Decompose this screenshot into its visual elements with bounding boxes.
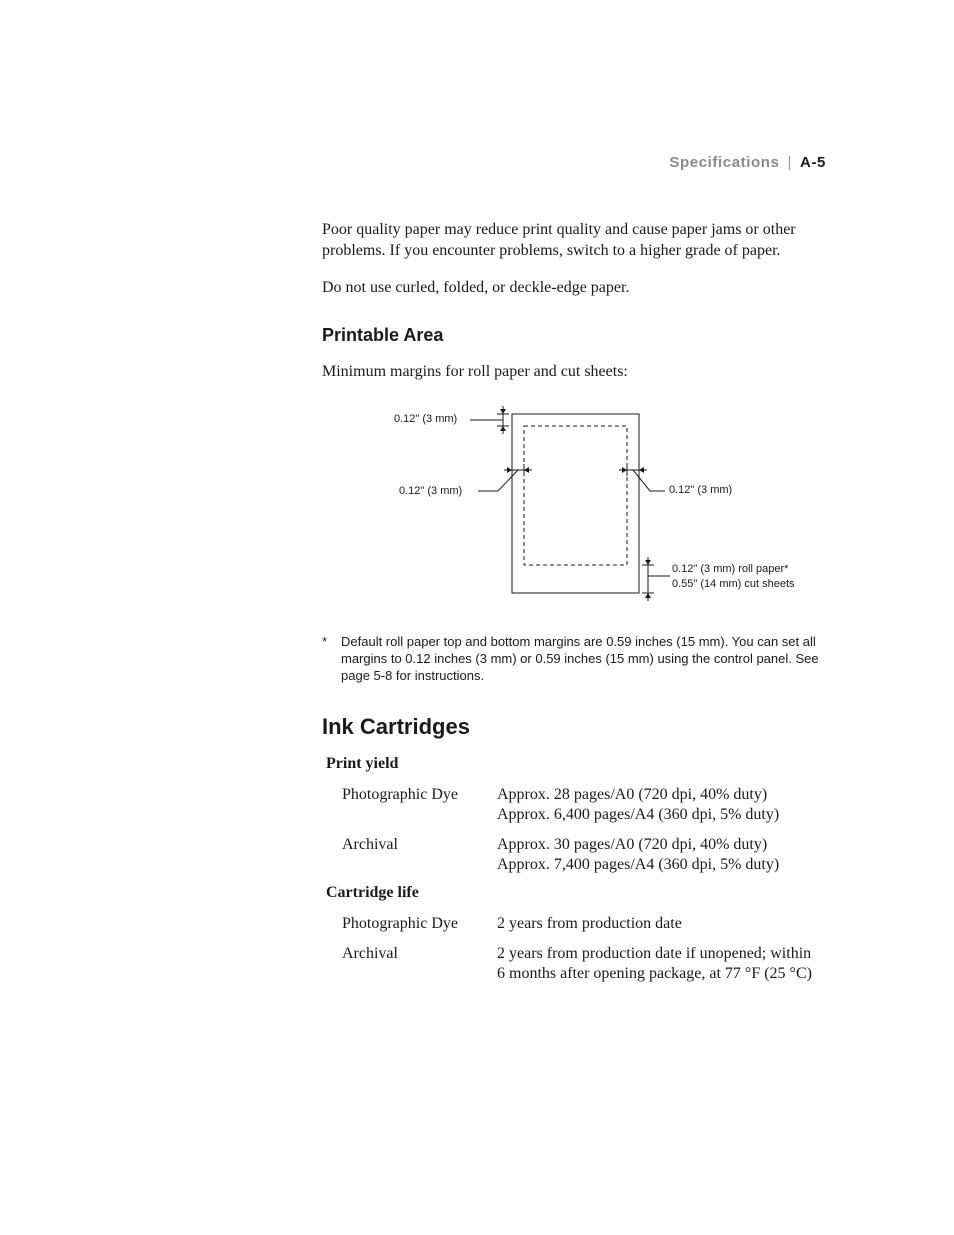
bottom-margin-label-cut: 0.55" (14 mm) cut sheets: [672, 578, 795, 590]
yield-value-line: Approx. 7,400 pages/A4 (360 dpi, 5% duty): [497, 856, 780, 873]
yield-value-line: Approx. 28 pages/A0 (720 dpi, 40% duty): [497, 786, 768, 803]
life-value-archival: [497, 944, 837, 984]
top-margin-label: 0.12" (3 mm): [394, 413, 458, 425]
running-header: [669, 154, 826, 171]
life-value-line: 6 months after opening package, at 77 °F (25 °C): [497, 965, 812, 982]
yield-value-archival: [497, 835, 837, 875]
footnote: [322, 633, 832, 684]
ink-cartridges-heading: Ink Cartridges: [322, 714, 470, 739]
header-separator: |: [787, 154, 793, 171]
printable-area-heading: Printable Area: [322, 325, 444, 345]
footnote-mark: *: [322, 634, 328, 649]
life-value-line: 2 years from production date: [497, 915, 682, 932]
life-value-photographic-dye: [497, 914, 837, 934]
yield-value-line: Approx. 30 pages/A0 (720 dpi, 40% duty): [497, 836, 768, 853]
left-margin-label: 0.12" (3 mm): [399, 485, 463, 497]
life-label-photographic-dye: Photographic Dye: [342, 915, 458, 932]
printable-area-caption: Minimum margins for roll paper and cut sheets:: [322, 363, 628, 380]
bottom-margin-label-roll: 0.12" (3 mm) roll paper*: [672, 563, 789, 575]
right-margin-label: 0.12" (3 mm): [669, 484, 733, 496]
yield-label-photographic-dye: Photographic Dye: [342, 786, 458, 803]
margin-diagram: [380, 398, 830, 608]
cartridge-life-heading: Cartridge life: [326, 884, 419, 901]
page-number: A-5: [800, 154, 826, 171]
intro-paragraph-1: Poor quality paper may reduce print quality and cause paper jams or other problems. If you encounter problems, switch to a higher grade of paper.: [322, 221, 796, 259]
yield-label-archival: Archival: [342, 836, 398, 853]
yield-value-photographic-dye: [497, 785, 837, 825]
print-yield-heading: Print yield: [326, 755, 399, 772]
printable-area-outline: [524, 426, 627, 565]
intro-paragraph-2: Do not use curled, folded, or deckle-edge paper.: [322, 279, 630, 296]
life-label-archival: Archival: [342, 945, 398, 962]
section-title: Specifications: [669, 154, 780, 171]
paper-outline: [512, 414, 639, 593]
life-value-line: 2 years from production date if unopened; within: [497, 945, 812, 962]
yield-value-line: Approx. 6,400 pages/A4 (360 dpi, 5% duty): [497, 806, 780, 823]
footnote-text: Default roll paper top and bottom margins are 0.59 inches (15 mm). You can set all margins to 0.12 inches (3 mm) or 0.59 inches (15 mm) using the control panel. See page 5-8 for instructions.: [341, 634, 819, 683]
